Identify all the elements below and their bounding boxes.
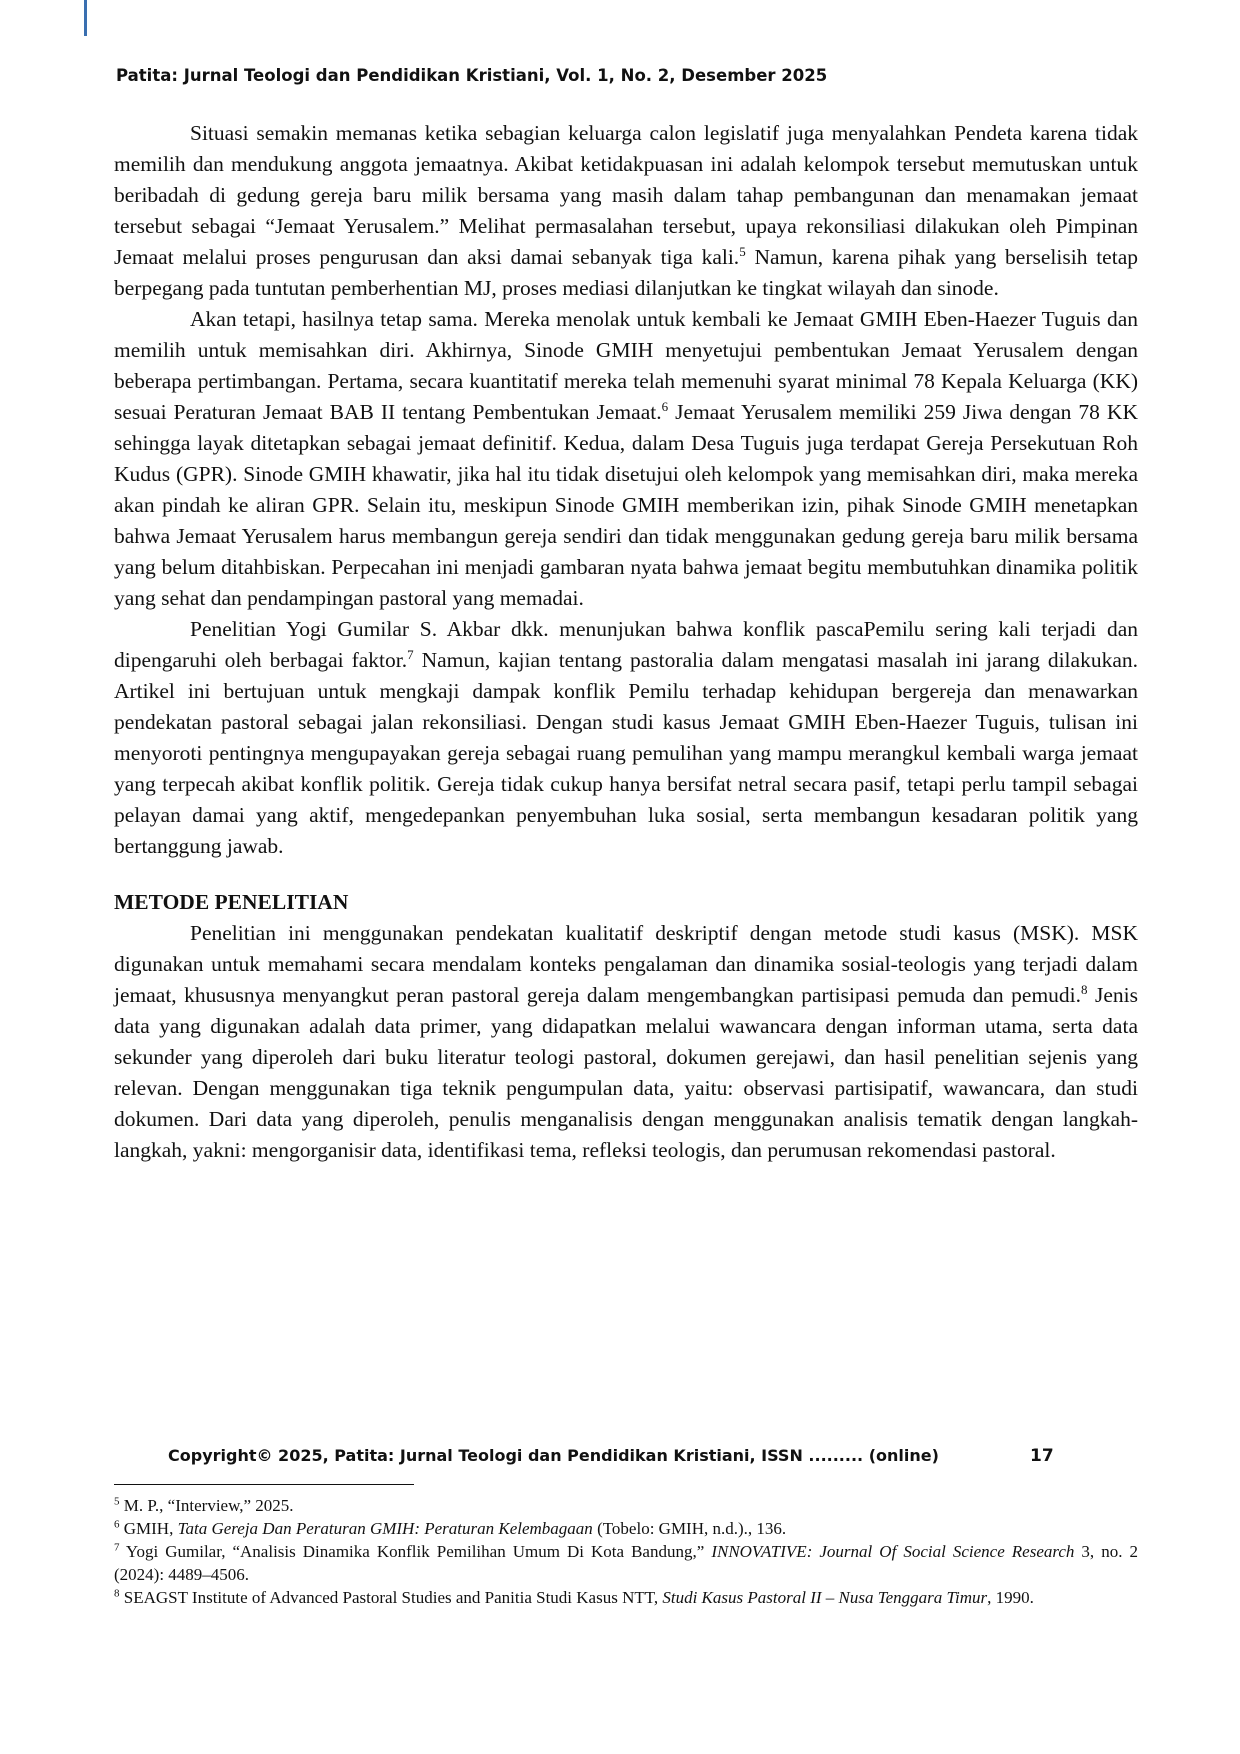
footnote	[114, 1586, 1138, 1609]
footnote-text: (Tobelo: GMIH, n.d.)., 136.	[592, 1519, 787, 1538]
footnote-text: Yogi Gumilar, “Analisis Dinamika Konflik Pemilihan Umum Di Kota Bandung,”	[119, 1542, 712, 1561]
footnote-title: Studi Kasus Pastoral II – Nusa Tenggara Timur	[662, 1588, 988, 1607]
footnote-text: GMIH,	[119, 1519, 178, 1538]
footnote-title: INNOVATIVE: Journal Of Social Science Research	[711, 1542, 1075, 1561]
paragraph-text: Penelitian ini menggunakan pendekatan kualitatif deskriptif dengan metode studi kasus (MSK). MSK digunakan untuk memahami secara mendalam konteks pengalaman dan dinamika sosial-teologis yang terjadi dalam jemaat, khususnya menyangkut peran pastoral gereja dalam mengembangkan partisipasi pemuda dan pemudi.	[114, 921, 1138, 1007]
footnote-text: M. P., “Interview,” 2025.	[119, 1496, 294, 1515]
page-footer	[168, 1445, 1054, 1466]
running-header: Patita: Jurnal Teologi dan Pendidikan Kristiani, Vol. 1, No. 2, Desember 2025	[116, 66, 828, 85]
footnote-reference[interactable]: 8	[1081, 981, 1088, 997]
footnote-text: SEAGST Institute of Advanced Pastoral Studies and Panitia Studi Kasus NTT,	[119, 1588, 663, 1607]
footnote	[114, 1494, 1138, 1517]
paragraph-text: Namun, karena pihak yang berselisih tetap berpegang pada tuntutan pemberhentian MJ, proses mediasi dilanjutkan ke tingkat wilayah dan sinode.	[114, 245, 1138, 300]
footnote-number: 8	[114, 1587, 120, 1600]
paragraph-text: Akan tetapi, hasilnya tetap sama. Mereka menolak untuk kembali ke Jemaat GMIH Eben-Haezer Tuguis dan memilih untuk memisahkan diri. Akhirnya, Sinode GMIH menyetujui pembentukan Jemaat Yerusalem dengan beberapa pertimbangan. Pertama, secara kuantitatif mereka telah memenuhi syarat minimal 78 Kepala Keluarga (KK) sesuai Peraturan Jemaat BAB II tentang Pembentukan Jemaat.	[114, 307, 1138, 424]
paragraph	[114, 614, 1138, 862]
footnote-text: , 1990.	[987, 1588, 1034, 1607]
footnote-separator	[114, 1484, 414, 1485]
footnote-reference[interactable]: 5	[739, 243, 746, 259]
paragraph-text: Penelitian Yogi Gumilar S. Akbar dkk. menunjukan bahwa konflik pascaPemilu sering kali terjadi dan dipengaruhi oleh berbagai faktor.	[114, 617, 1138, 672]
copyright-notice: Copyright© 2025, Patita: Jurnal Teologi dan Pendidikan Kristiani, ISSN ......... (online)	[168, 1446, 939, 1465]
paragraph	[114, 918, 1138, 1166]
footnote-number: 6	[114, 1518, 120, 1531]
header-accent-bar	[84, 0, 87, 36]
footnote	[114, 1540, 1138, 1586]
page-number: 17	[1030, 1445, 1054, 1466]
paragraph-text: Namun, kajian tentang pastoralia dalam mengatasi masalah ini jarang dilakukan. Artikel ini bertujuan untuk mengkaji dampak konflik Pemilu terhadap kehidupan bergereja dan menawarkan pendekatan pastoral sebagai jalan rekonsiliasi. Dengan studi kasus Jemaat GMIH Eben-Haezer Tuguis, tulisan ini menyoroti pentingnya mengupayakan gereja sebagai ruang pemulihan yang mampu merangkul kembali warga jemaat yang terpecah akibat konflik politik. Gereja tidak cukup hanya bersifat netral secara pasif, tetapi perlu tampil sebagai pelayan damai yang aktif, mengedepankan penyembuhan luka sosial, serta membangun kesadaran politik yang bertanggung jawab.	[114, 648, 1138, 858]
footnote-reference[interactable]: 6	[661, 398, 669, 414]
paragraph	[114, 118, 1138, 304]
paragraph-text: Jemaat Yerusalem memiliki 259 Jiwa dengan 78 KK sehingga layak ditetapkan sebagai jemaat definitif. Kedua, dalam Desa Tuguis juga terdapat Gereja Persekutuan Roh Kudus (GPR). Sinode GMIH khawatir, jika hal itu tidak disetujui oleh kelompok yang memisahkan diri, maka mereka akan pindah ke aliran GPR. Selain itu, meskipun Sinode GMIH memberikan izin, pihak Sinode GMIH menetapkan bahwa Jemaat Yerusalem harus membangun gereja sendiri dan tidak menggunakan gedung gereja baru milik bersama yang belum ditahbiskan. Perpecahan ini menjadi gambaran nyata bahwa jemaat begitu membutuhkan dinamika politik yang sehat dan pendampingan pastoral yang memadai.	[114, 400, 1138, 610]
paragraph-text: Jenis data yang digunakan adalah data primer, yang didapatkan melalui wawancara dengan informan utama, serta data sekunder yang diperoleh dari buku literatur teologi pastoral, dokumen gerejawi, dan hasil penelitian sejenis yang relevan. Dengan menggunakan tiga teknik pengumpulan data, yaitu: observasi partisipatif, wawancara, dan studi dokumen. Dari data yang diperoleh, penulis menganalisis dengan menggunakan analisis tematik dengan langkah-langkah, yakni: mengorganisir data, identifikasi tema, refleksi teologis, dan perumusan rekomendasi pastoral.	[114, 983, 1138, 1162]
footnote	[114, 1517, 1138, 1540]
footnote-text: 3, no. 2 (2024): 4489–4506.	[114, 1542, 1138, 1584]
paragraph	[114, 304, 1138, 614]
section-heading: METODE PENELITIAN	[114, 890, 349, 914]
footnote-number: 7	[114, 1541, 120, 1554]
body-text	[114, 118, 1138, 1166]
paragraph-text: Situasi semakin memanas ketika sebagian keluarga calon legislatif juga menyalahkan Pendeta karena tidak memilih dan mendukung anggota jemaatnya. Akibat ketidakpuasan ini adalah kelompok tersebut memutuskan untuk beribadah di gedung gereja baru milik bersama yang masih dalam tahap pembangunan dan menamakan jemaat tersebut sebagai “Jemaat Yerusalem.” Melihat permasalahan tersebut, upaya rekonsiliasi dilakukan oleh Pimpinan Jemaat melalui proses pengurusan dan aksi damai sebanyak tiga kali.	[114, 121, 1138, 269]
footnotes	[114, 1494, 1138, 1609]
footnote-title: Tata Gereja Dan Peraturan GMIH: Peraturan Kelembagaan	[177, 1519, 593, 1538]
footnote-number: 5	[114, 1495, 120, 1508]
footnote-reference[interactable]: 7	[407, 646, 414, 662]
